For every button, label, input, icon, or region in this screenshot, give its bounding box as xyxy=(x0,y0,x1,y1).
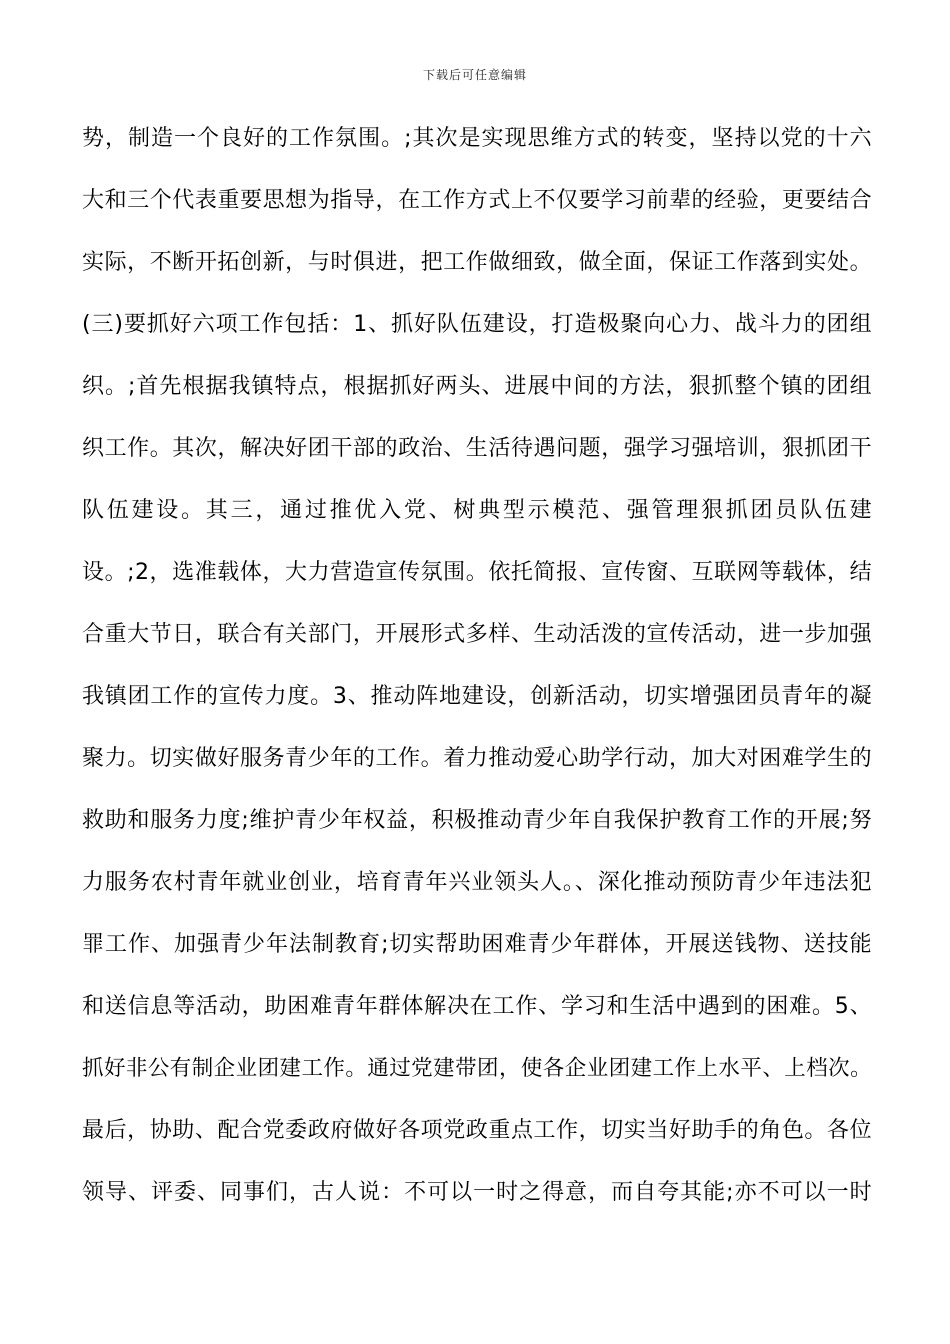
text-line: 抓好非公有制企业团建工作。通过党建带团，使各企业团建工作上水平、上档次。 xyxy=(82,1056,872,1081)
page-header: 下载后可任意编辑 xyxy=(422,68,527,82)
document-body xyxy=(82,120,872,1236)
text-line: 合重大节日，联合有关部门，开展形式多样、生动活泼的宣传活动，进一步加强 xyxy=(82,622,872,647)
text-line: (三)要抓好六项工作包括：1、抓好队伍建设，打造极聚向心力、战斗力的团组 xyxy=(82,312,872,337)
text-line: 罪工作、加强青少年法制教育;切实帮助困难青少年群体，开展送钱物、送技能 xyxy=(82,932,872,957)
text-line: 最后，协助、配合党委政府做好各项党政重点工作，切实当好助手的角色。各位 xyxy=(82,1118,872,1143)
text-line: 聚力。切实做好服务青少年的工作。着力推动爱心助学行动，加大对困难学生的 xyxy=(82,746,872,771)
text-line: 和送信息等活动，助困难青年群体解决在工作、学习和生活中遇到的困难。5、 xyxy=(82,994,872,1019)
text-line: 我镇团工作的宣传力度。3、推动阵地建设，创新活动，切实增强团员青年的凝 xyxy=(82,684,872,709)
text-line: 织。;首先根据我镇特点，根据抓好两头、进展中间的方法，狠抓整个镇的团组 xyxy=(82,374,872,399)
text-line: 救助和服务力度;维护青少年权益，积极推动青少年自我保护教育工作的开展;努 xyxy=(82,808,872,833)
text-line: 领导、评委、同事们，古人说：不可以一时之得意，而自夸其能;亦不可以一时 xyxy=(82,1180,872,1205)
text-line: 大和三个代表重要思想为指导，在工作方式上不仅要学习前辈的经验，更要结合 xyxy=(82,188,872,213)
text-line: 势，制造一个良好的工作氛围。;其次是实现思维方式的转变，坚持以党的十六 xyxy=(82,126,872,151)
text-line: 实际，不断开拓创新，与时俱进，把工作做细致，做全面，保证工作落到实处。 xyxy=(82,250,872,275)
text-line: 织工作。其次，解决好团干部的政治、生活待遇问题，强学习强培训，狠抓团干 xyxy=(82,436,872,461)
text-line: 队伍建设。其三，通过推优入党、树典型示模范、强管理狠抓团员队伍建 xyxy=(82,498,872,523)
text-line: 设。;2，选准载体，大力营造宣传氛围。依托简报、宣传窗、互联网等载体，结 xyxy=(82,560,872,585)
text-line: 力服务农村青年就业创业，培育青年兴业领头人。、深化推动预防青少年违法犯 xyxy=(82,870,872,895)
